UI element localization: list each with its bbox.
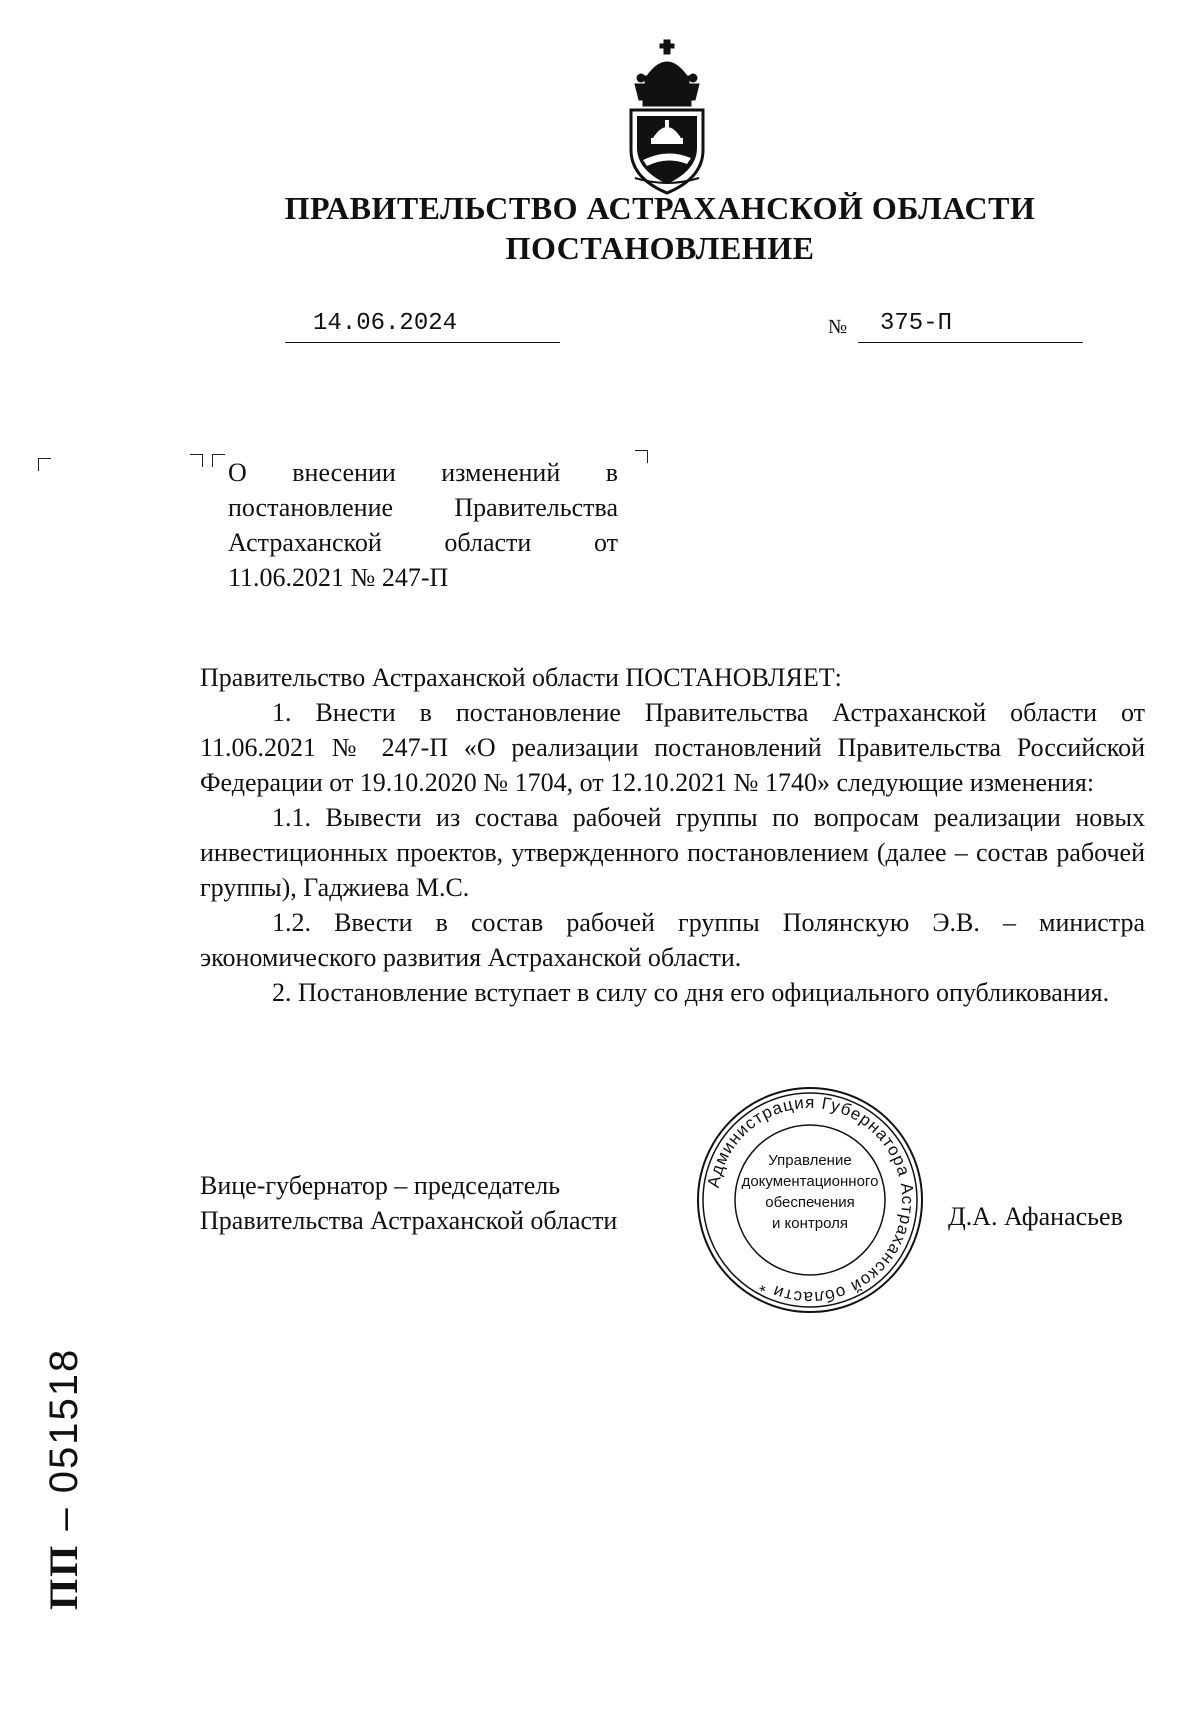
signer-position	[200, 1168, 617, 1238]
subject-line: О внесении изменений в	[228, 458, 618, 487]
corner-mark	[38, 458, 51, 471]
subject-line: 11.06.2021 № 247-П	[228, 563, 449, 592]
serial-prefix: ПП	[41, 1543, 86, 1610]
corner-mark	[190, 454, 203, 467]
body-paragraph: 1. Внести в постановление Правительства Астраханской области от 11.06.2021 № 247-П «О реализации постановлений Правительства Российской Федерации от 19.10.2020 № 1704, от 12.10.2021 № 1740» следующие изменения:	[200, 698, 1145, 797]
form-serial-code	[40, 1348, 87, 1610]
subject-line: Астраханской области от	[228, 528, 618, 557]
body-paragraph: 1.1. Вывести из состава рабочей группы по вопросам реализации новых инвестиционных проектов, утвержденного постановлением (далее – состав рабочей группы), Гаджиева М.С.	[200, 803, 1145, 902]
number-sign: №	[828, 316, 848, 338]
corner-mark	[635, 450, 648, 463]
body-lead: Правительство Астраханской области ПОСТАНОВЛЯЕТ:	[200, 663, 842, 692]
seal-inner-line: и контроля	[771, 1215, 848, 1232]
document-number: 375-П	[880, 310, 953, 337]
number-field	[858, 310, 1083, 343]
seal-inner-text	[740, 1150, 880, 1234]
serial-number: – 051518	[42, 1347, 86, 1531]
seal-inner-line: Управление	[768, 1152, 852, 1169]
signer-name: Д.А. Афанасьев	[948, 1202, 1123, 1231]
signer-position-line: Вице-губернатор – председатель	[200, 1171, 561, 1200]
date-field	[285, 310, 560, 343]
body-paragraph: 2. Постановление вступает в силу со дня его официального опубликования.	[272, 978, 1110, 1007]
government-name: ПРАВИТЕЛЬСТВО АСТРАХАНСКОЙ ОБЛАСТИ	[284, 190, 1036, 226]
seal-inner-line: обеспечения	[765, 1194, 855, 1211]
coat-of-arms-icon	[625, 38, 709, 198]
document-date: 14.06.2024	[313, 310, 458, 337]
document-body	[200, 660, 1145, 1010]
seal-ring-text: Администрация Губернатора Астраханской области *	[703, 1092, 918, 1308]
document-subject	[228, 455, 618, 595]
document-type: ПОСТАНОВЛЕНИЕ	[505, 230, 815, 266]
body-paragraph: 1.2. Ввести в состав рабочей группы Полянскую Э.В. – министра экономического развития Астраханской области.	[200, 908, 1145, 972]
subject-line: постановление Правительства	[228, 493, 618, 522]
corner-mark	[212, 454, 225, 467]
signer-position-line: Правительства Астраханской области	[200, 1206, 618, 1235]
seal-inner-line: документационного	[741, 1173, 879, 1190]
